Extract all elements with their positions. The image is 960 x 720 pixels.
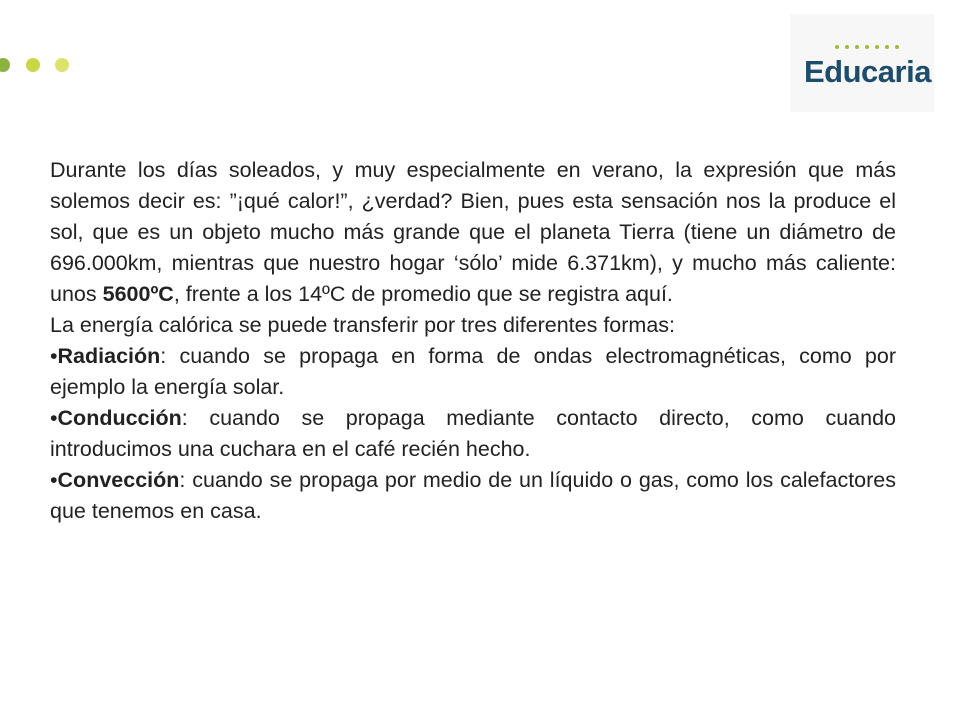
bullet-term: Conducción [57,406,182,430]
logo-dots-icon [834,44,904,50]
bullet-marker: • [50,468,58,492]
temperature-emphasis: 5600ºC [102,282,174,306]
intro-paragraph [50,155,896,310]
bullet-conveccion [50,465,896,527]
bullet-text: : cuando se propaga en forma de ondas electromagnéticas, como por ejemplo la energía solar. [50,344,896,399]
bullet-text: : cuando se propaga por medio de un líquido o gas, como los calefactores que tenemos en casa. [50,468,896,523]
dot-green [0,58,10,72]
dot-yellow [26,58,40,72]
dot-lime [55,58,69,72]
intro-text-1: Durante los días soleados, y muy especialmente en verano, la expresión que más solemos decir es: ”¡qué calor!”, ¿verdad? Bien, pues esta sensación nos la produce el sol, que es un objeto mucho más grande que el planeta Tierra (tiene un diámetro de 696.000km, mientras que nuestro hogar ‘sólo’ mide 6.371km), y mucho más caliente: unos [50,158,896,306]
bullet-conduccion [50,403,896,465]
bullet-marker: • [50,406,58,430]
bullet-term: Convección [57,468,180,492]
bullet-term: Radiación [57,344,161,368]
bullet-marker: • [50,344,58,368]
educaria-logo [790,14,934,112]
logo-text: Educaria [804,54,931,89]
bullet-radiacion [50,341,896,403]
body-text [50,155,896,527]
bullet-text: : cuando se propaga mediante contacto directo, como cuando introducimos una cuchara en el café recién hecho. [50,406,896,461]
lead-paragraph: La energía calórica se puede transferir por tres diferentes formas: [50,313,676,337]
intro-text-2: , frente a los 14ºC de promedio que se registra aquí. [173,282,673,306]
decorative-dots [0,55,80,75]
